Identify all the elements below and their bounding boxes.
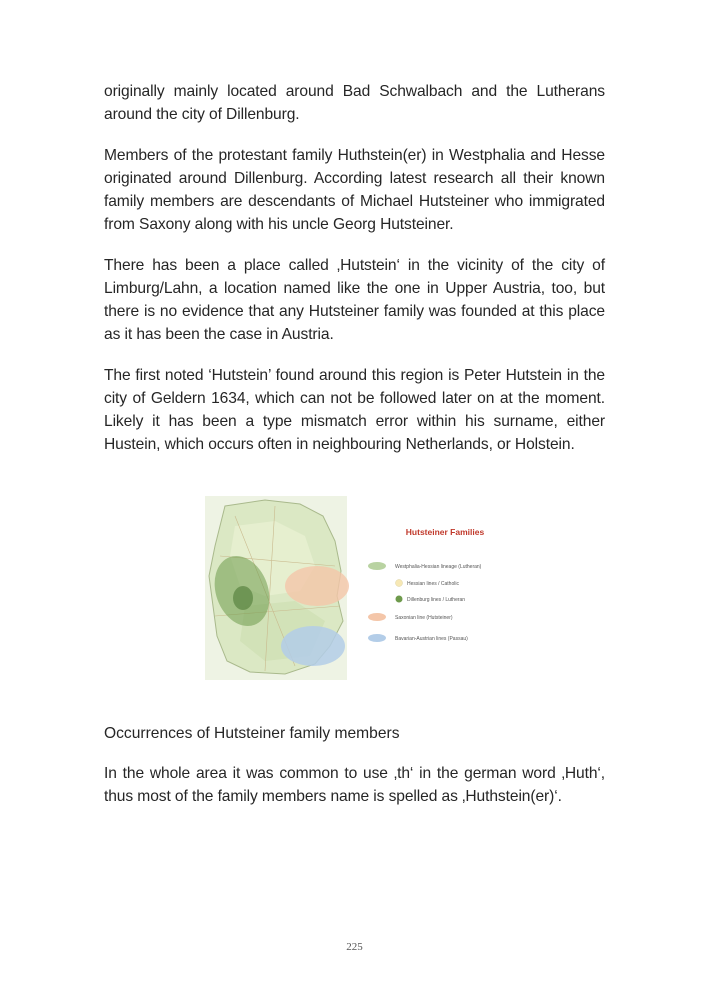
legend-swatch-4 — [368, 613, 386, 621]
legend-label-4: Saxonian line (Hutsteiner) — [395, 615, 453, 621]
legend-label-3: Dillenburg lines / Lutheran — [407, 597, 466, 603]
dillenburg-ellipse — [233, 586, 253, 610]
closing-paragraph: In the whole area it was common to use ‚th‘ in the german word ‚Huth‘, thus most of the family members name is spelled as ‚Huthstein(er)‘. — [104, 765, 605, 805]
map-legend-title: Hutsteiner Families — [405, 527, 485, 537]
paragraph-2: Members of the protestant family Huthstein(er) in Westphalia and Hesse originated around Dillenburg. According latest research all their known family members are descendants of Michael Hutsteiner who immigrated from Saxony along with his uncle Georg Hutsteiner. — [104, 147, 605, 233]
legend-swatch-2 — [396, 580, 403, 587]
legend-label-5: Bavarian-Austrian lines (Passau) — [395, 636, 468, 642]
bavaria-austria-ellipse — [281, 626, 345, 666]
page-number: 225 — [346, 941, 363, 953]
hutsteiner-families-map-figure — [205, 496, 505, 680]
saxony-ellipse — [285, 566, 349, 606]
legend-label-1: Westphalia-Hessian lineage (Lutheran) — [395, 564, 482, 570]
legend-swatch-3 — [396, 596, 403, 603]
legend-swatch-5 — [368, 634, 386, 642]
paragraph-3: There has been a place called ‚Hutstein‘ in the vicinity of the city of Limburg/Lahn, a location named like the one in Upper Austria, too, but there is no evidence that any Hutsteiner family was founded at this place as it has been the case in Austria. — [104, 257, 605, 343]
legend-label-2: Hessian lines / Catholic — [407, 581, 459, 587]
map-graphic — [205, 496, 505, 680]
paragraph-1: originally mainly located around Bad Schwalbach and the Lutherans around the city of Dillenburg. — [104, 83, 605, 123]
section-heading: Occurrences of Hutsteiner family members — [104, 725, 400, 742]
paragraph-4: The first noted ‘Hutstein’ found around this region is Peter Hutstein in the city of Geldern 1634, which can not be followed later on at the moment. Likely it has been a type mismatch error within his surname, either Hustein, which occurs often in neighbouring Netherlands, or Holstein. — [104, 367, 605, 453]
legend-swatch-1 — [368, 562, 386, 570]
